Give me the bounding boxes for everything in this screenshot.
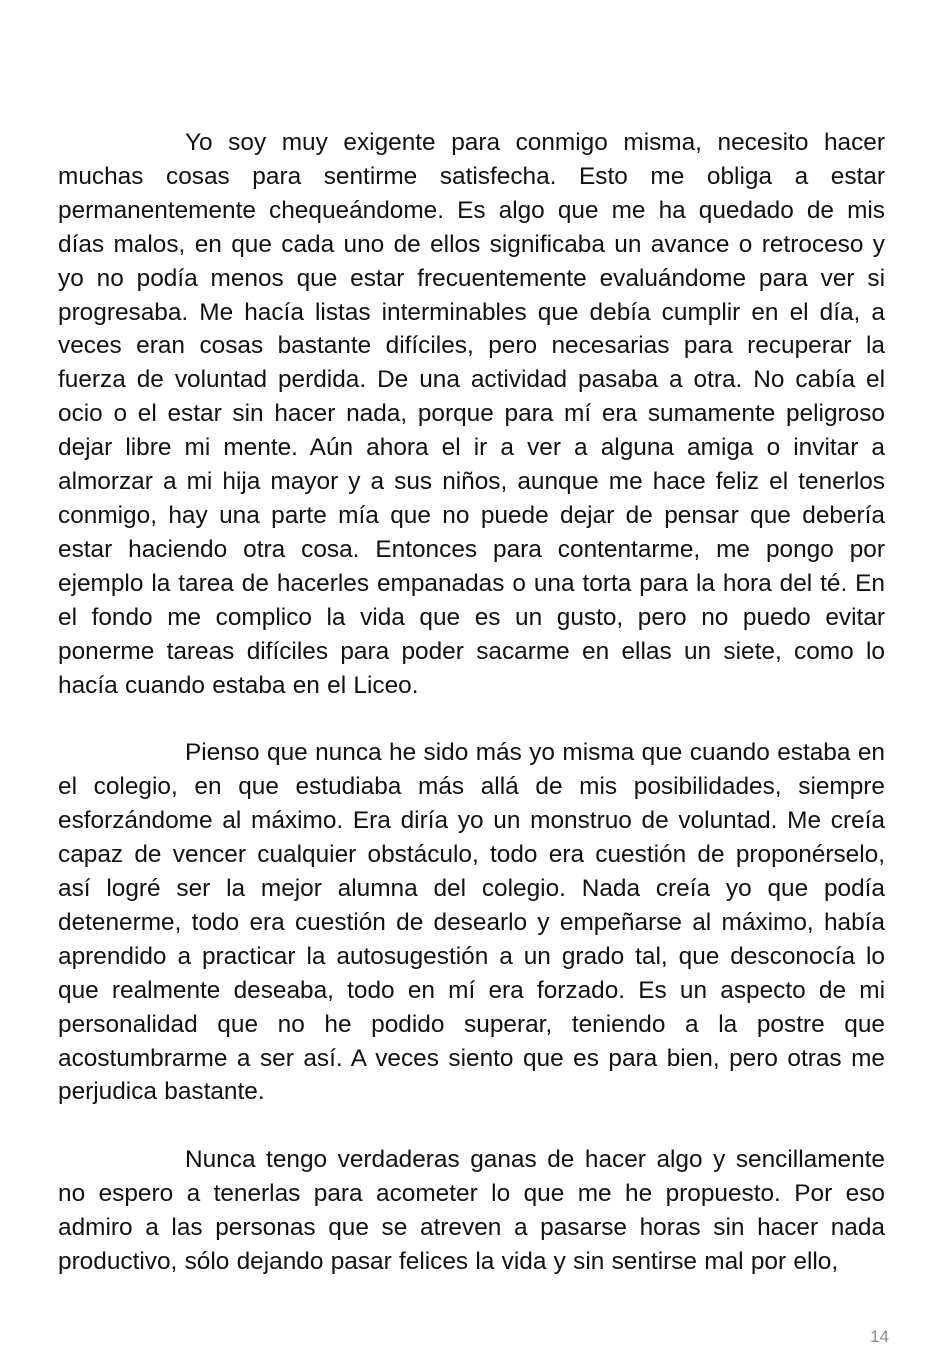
paragraph-2: Pienso que nunca he sido más yo misma que cuando estaba en el colegio, en que estudiaba más allá de mis posibilidades, siempre esforzándome al máximo. Era diría yo un monstruo de voluntad. Me creía capaz de vencer cualquier obstáculo, todo era cuestión de proponérselo, así logré ser la mejor alumna del colegio. Nada creía yo que podía detenerme, todo era cuestión de desearlo y empeñarse al máximo, había aprendido a practicar la autosugestión a un grado tal, que desconocía lo que realmente deseaba, todo en mí era forzado. Es un aspecto de mi personalidad que no he podido superar, teniendo a la postre que acostumbrarme a ser así. A veces siento que es para bien, pero otras me perjudica bastante. bbox=[58, 739, 885, 1106]
page-number: 14 bbox=[870, 1327, 889, 1346]
body-text bbox=[58, 126, 885, 1279]
paragraph-3: Nunca tengo verdaderas ganas de hacer algo y sencillamente no espero a tenerlas para acometer lo que me he propuesto. Por eso admiro a las personas que se atreven a pasarse horas sin hacer nada productivo, sólo dejando pasar felices la vida y sin sentirse mal por ello, bbox=[58, 1146, 885, 1276]
paragraph-1: Yo soy muy exigente para conmigo misma, necesito hacer muchas cosas para sentirme satisfecha. Esto me obliga a estar permanentemente chequeándome. Es algo que me ha quedado de mis días malos, en que cada uno de ellos significaba un avance o retroceso y yo no podía menos que estar frecuentemente evaluándome para ver si progresaba. Me hacía listas interminables que debía cumplir en el día, a veces eran cosas bastante difíciles, pero necesarias para recuperar la fuerza de voluntad perdida. De una actividad pasaba a otra. No cabía el ocio o el estar sin hacer nada, porque para mí era sumamente peligroso dejar libre mi mente. Aún ahora el ir a ver a alguna amiga o invitar a almorzar a mi hija mayor y a sus niños, aunque me hace feliz el tenerlos conmigo, hay una parte mía que no puede dejar de pensar que debería estar haciendo otra cosa. Entonces para contentarme, me pongo por ejemplo la tarea de hacerles empanadas o una torta para la hora del té. En el fondo me complico la vida que es un gusto, pero no puedo evitar ponerme tareas difíciles para poder sacarme en ellas un siete, como lo hacía cuando estaba en el Liceo. bbox=[58, 129, 885, 699]
